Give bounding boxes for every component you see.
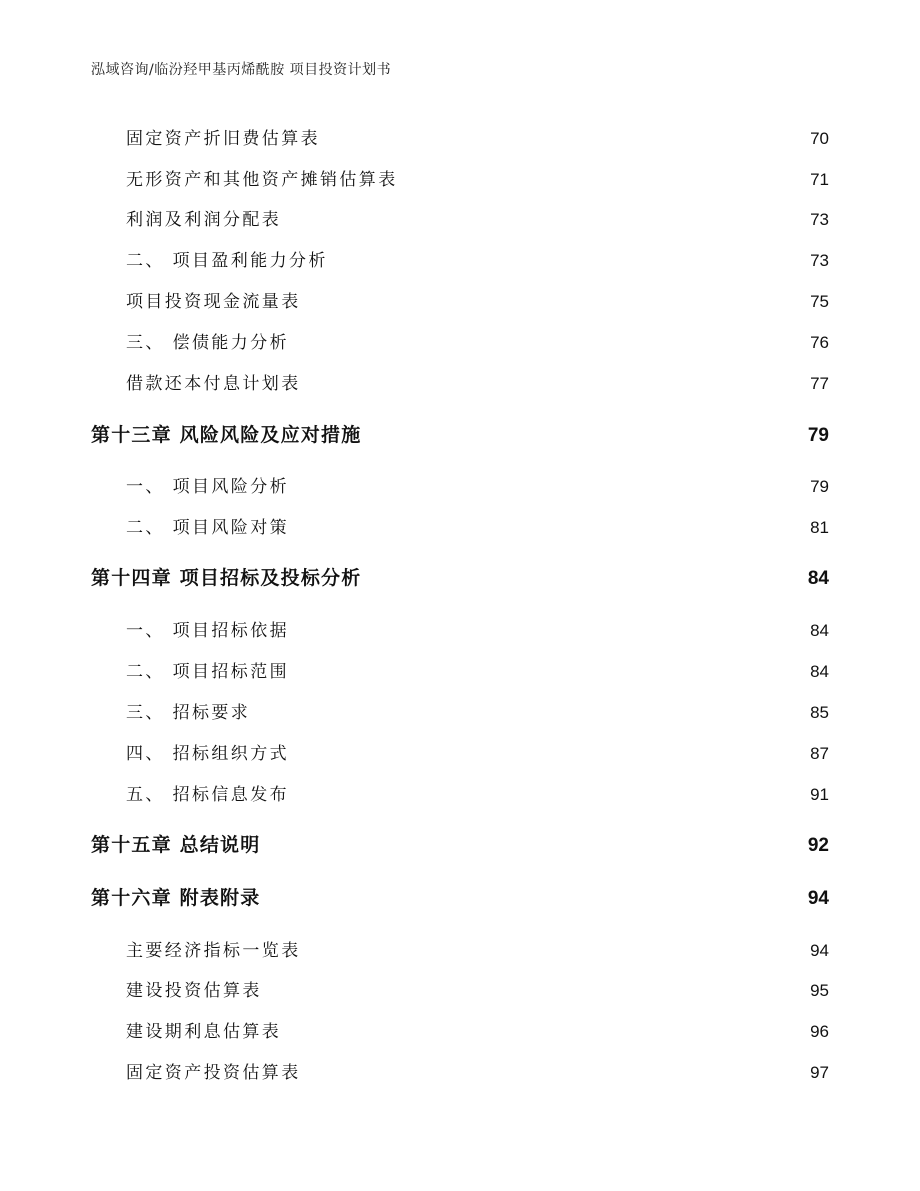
toc-chapter-page: 79 bbox=[807, 425, 829, 446]
toc-entry-title: 三、 偿债能力分析 bbox=[126, 333, 290, 353]
toc-entry[interactable] bbox=[126, 205, 829, 230]
toc-entry[interactable] bbox=[126, 780, 829, 805]
toc-entry-page: 84 bbox=[810, 662, 829, 681]
toc-entry-page: 75 bbox=[810, 292, 829, 311]
toc-entry-page: 85 bbox=[810, 703, 829, 722]
page-header: 泓域咨询/临汾羟甲基丙烯酰胺 项目投资计划书 bbox=[91, 62, 392, 78]
toc-entry[interactable] bbox=[126, 616, 829, 641]
toc-entry-title: 建设期利息估算表 bbox=[126, 1022, 282, 1042]
toc-entry-page: 96 bbox=[810, 1022, 829, 1041]
toc-entry-title: 二、 项目风险对策 bbox=[126, 518, 290, 538]
toc-chapter-page: 92 bbox=[807, 835, 829, 856]
toc-entry-page: 97 bbox=[810, 1063, 829, 1082]
toc-entry[interactable] bbox=[126, 739, 829, 764]
toc-entry-page: 84 bbox=[810, 621, 829, 640]
toc-entry[interactable] bbox=[126, 976, 829, 1001]
toc-entry[interactable] bbox=[126, 698, 829, 723]
toc-chapter-entry[interactable] bbox=[91, 420, 829, 447]
toc-chapter-title: 第十三章 风险风险及应对措施 bbox=[91, 424, 362, 446]
toc-entry-title: 三、 招标要求 bbox=[126, 703, 251, 723]
toc-entry-title: 利润及利润分配表 bbox=[126, 210, 282, 230]
toc-entry-title: 借款还本付息计划表 bbox=[126, 374, 301, 394]
toc-chapter-entry[interactable] bbox=[91, 883, 829, 910]
toc-entry[interactable] bbox=[126, 287, 829, 312]
toc-entry-page: 73 bbox=[810, 210, 829, 229]
toc-entry-title: 二、 项目招标范围 bbox=[126, 662, 290, 682]
toc-entry[interactable] bbox=[126, 513, 829, 538]
toc-entry[interactable] bbox=[126, 328, 829, 353]
toc-entry-title: 无形资产和其他资产摊销估算表 bbox=[126, 170, 398, 190]
toc-entry-title: 一、 项目招标依据 bbox=[126, 621, 290, 641]
toc-entry-page: 70 bbox=[810, 129, 829, 148]
toc-entry-title: 五、 招标信息发布 bbox=[126, 785, 290, 805]
toc-chapter-title: 第十四章 项目招标及投标分析 bbox=[91, 567, 362, 589]
toc-chapter-title: 第十五章 总结说明 bbox=[91, 834, 261, 856]
toc-entry[interactable] bbox=[126, 472, 829, 497]
toc-entry-title: 一、 项目风险分析 bbox=[126, 477, 290, 497]
toc-entry-page: 77 bbox=[810, 374, 829, 393]
toc-entry-title: 主要经济指标一览表 bbox=[126, 941, 301, 961]
toc-entry-page: 81 bbox=[810, 518, 829, 537]
toc-entry[interactable] bbox=[126, 1058, 829, 1083]
toc-entry-title: 建设投资估算表 bbox=[126, 981, 262, 1001]
toc-entry-page: 76 bbox=[810, 333, 829, 352]
toc-entry-title: 固定资产投资估算表 bbox=[126, 1063, 301, 1083]
toc-entry-page: 71 bbox=[810, 170, 829, 189]
toc-chapter-entry[interactable] bbox=[91, 563, 829, 590]
toc-entry-title: 固定资产折旧费估算表 bbox=[126, 129, 320, 149]
toc-entry-title: 二、 项目盈利能力分析 bbox=[126, 251, 328, 271]
toc-entry[interactable] bbox=[126, 657, 829, 682]
toc-chapter-page: 84 bbox=[807, 568, 829, 589]
toc-chapter-page: 94 bbox=[807, 888, 829, 909]
toc-entry-page: 79 bbox=[810, 477, 829, 496]
toc-entry-page: 94 bbox=[810, 941, 829, 960]
toc-entry[interactable] bbox=[126, 369, 829, 394]
toc-entry[interactable] bbox=[126, 124, 829, 149]
toc-entry[interactable] bbox=[126, 936, 829, 961]
toc-entry-title: 四、 招标组织方式 bbox=[126, 744, 290, 764]
toc-chapter-entry[interactable] bbox=[91, 830, 829, 857]
toc-entry[interactable] bbox=[126, 165, 829, 190]
toc-entry-page: 91 bbox=[810, 785, 829, 804]
toc-entry-title: 项目投资现金流量表 bbox=[126, 292, 301, 312]
toc-entry[interactable] bbox=[126, 246, 829, 271]
toc-entry-page: 73 bbox=[810, 251, 829, 270]
toc-entry-page: 95 bbox=[810, 981, 829, 1000]
toc-chapter-title: 第十六章 附表附录 bbox=[91, 887, 261, 909]
toc-entry[interactable] bbox=[126, 1017, 829, 1042]
toc-entry-page: 87 bbox=[810, 744, 829, 763]
